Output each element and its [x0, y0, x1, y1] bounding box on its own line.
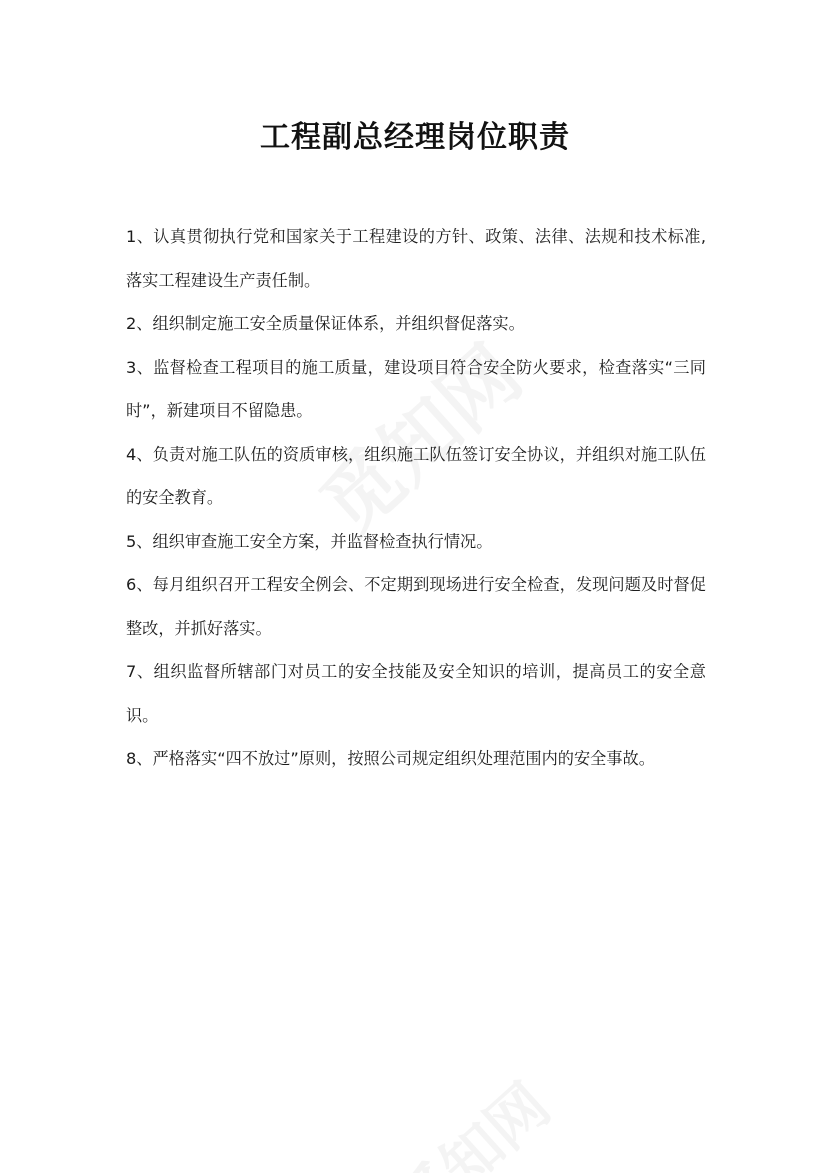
duty-list — [126, 215, 706, 781]
watermark-logo — [374, 1061, 565, 1173]
duty-item: 1、认真贯彻执行党和国家关于工程建设的方针、政策、法律、法规和技术标准,落实工程建设生产责任制。 — [126, 227, 706, 290]
duty-item: 6、每月组织召开工程安全例会、不定期到现场进行安全检查，发现问题及时督促整改，并抓好落实。 — [126, 575, 706, 638]
duty-item: 2、组织制定施工安全质量保证体系，并组织督促落实。 — [126, 314, 525, 333]
duty-item: 8、严格落实“四不放过”原则，按照公司规定组织处理范围内的安全事故。 — [126, 749, 655, 768]
duty-item: 4、负责对施工队伍的资质审核，组织施工队伍签订安全协议，并组织对施工队伍的安全教育。 — [126, 444, 706, 507]
duty-item: 7、组织监督所辖部门对员工的安全技能及安全知识的培训，提高员工的安全意识。 — [126, 662, 706, 725]
duty-item: 5、组织审查施工安全方案，并监督检查执行情况。 — [126, 531, 493, 551]
duty-item: 3、监督检查工程项目的施工质量，建设项目符合安全防火要求，检查落实“三同时”，新建项目不留隐患。 — [126, 357, 706, 420]
document-title: 工程副总经理岗位职责 — [260, 120, 570, 155]
